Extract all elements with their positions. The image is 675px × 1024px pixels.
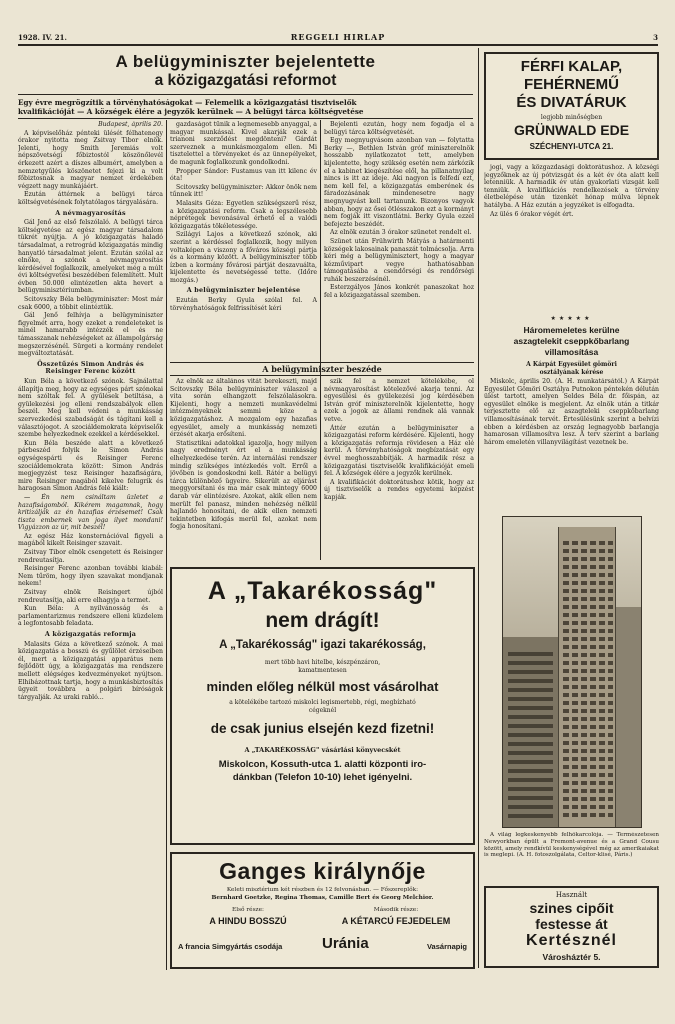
ad-kertesz-name: Kertésznél [526,932,617,949]
ad-grunwald [484,52,659,160]
ad-ganges [170,852,475,969]
ad-takarekossag-nem-dragit: nem drágít! [265,609,380,632]
headline-deck-1: Egy évre megrögzítik a törvényhatóságokat — Felemelik a közigazgatási tisztviselők [18,98,357,107]
article-paragraph: Miskolc, április 20. (A. H. munkatársától.) A Kárpát Egyesület Gömöri Osztálya Putnokon péntekén délután ülést tartott, amelyen Seldes Béla dr. főispán, az egyesület elnöke is megjelent. Az elnök után a titkár terjesztette elő az aszagteleki cseppkőbarlang villamosításának tervét. Értesülésünk szerint a belvízi ebben a kérdésben az ország legnagyobb barlangja hamarosan villamosítva lesz. A terv szerint a barlang három emeletén villanyvilágítást vezetnek be. [484,378,659,446]
subheading-beszede: A belügyminiszter beszéde [262,364,382,374]
ad-ganges-part1: A HINDU BOSSZÚ [209,916,287,926]
headline-deck-2: kvalifikációját — A községek élére a jegyzők kerülnek — A belügyi tárca költségvetése [18,107,364,116]
ad-ganges-part2-label: Második része: [373,907,419,913]
ad-grunwald-line5: GRÜNWALD EDE [513,122,630,138]
article-column-3-bottom [324,378,474,563]
headline-line2: a közigazgatási reformot [154,72,337,89]
ad-kertesz-line1: szines cipőit [529,900,614,916]
ad-kertesz [484,886,659,968]
article-dateline: Budapest, április 20. [98,121,163,128]
article-paragraph: Propper Sándor: Fustamus van itt kilenc év óta! [170,167,317,183]
ad-ganges-part2: A KÉTARCÚ FEJEDELEM [341,916,451,926]
headline-line1: A belügyminiszter bejelentette [115,52,376,71]
ad-takarekossag-small-1: mert több havi hitelbe, készpénzáron, kamatmentesen [264,659,381,674]
article-paragraph: Ezután áttérnek a belügyi tárca költségvetésének folytatólagos tárgyalására. [18,191,163,206]
article-paragraph: A képviselőház pénteki ülését félhatenegy órakor nyitotta meg Zsitvay Tibor elnök. Jelenti, hogy Smith Jeremiás volt népszövetségi főbiztostól köszönőlevél érkezett azért a díszes albumért, amelyben a nemzetgyűlés köszönetet fejezi ki a volt főbiztosnak a magyar nemzet érdekében végzett nagy munkájáért. [18,129,163,190]
article-paragraph: Esterzgályos János konkrét panaszokat hoz fel a közigazgatással szemben. [324,284,474,300]
ad-takarekossag-small-3: A „TAKARÉKOSSÁG" vásárlási könyvecskét [244,746,401,754]
masthead-date: 1928. IV. 21. [18,33,67,42]
article-paragraph: Zsitvay elnök Reisingert újból rendreutasítja, aki erre elhagyja a termet. [18,589,163,604]
masthead-paper: REGGELI HIRLAP [290,32,386,42]
ad-grunwald-line3: ÉS DIVATÁRUK [516,94,627,111]
barlang-title-3: villamosítása [544,347,599,357]
ad-grunwald-line4: legjobb minőségben [540,114,603,121]
ad-kertesz-pre: Használt [555,891,588,899]
article-column-2-bottom [170,378,317,563]
photo-caption-text: A világ legkeskenyebb felhőkarcolója. — Természetesen Newyorkban épült a Fremont-avenue és a Grand Cousu között, amely rendkívül keskenységével még az amerikaiakat is meglepi. (A. H. fotoszolgálata, Celtor-klisé, Páris.) [484,832,659,859]
barlang-sub-2: osztályának kérése [539,369,604,376]
ad-ganges-title: Ganges királynője [219,858,426,884]
article-paragraph: Gál Jenő felhívja a belügyminiszter figyelmét arra, hogy ezeket a rendeleteket is minél hamarabb intézzék el és ne támasszanak nehézségeket az állampolgárság megszerzésénél. Sürgeti a kormány rendelet megváltoztatását. [18,312,163,358]
ad-takarekossag [170,567,475,845]
article-paragraph: Az egész Ház konsternációval figyeli a magából kikelt Reisinger szavait. [18,532,163,548]
ad-ganges-cast: Bernhard Goetzke, Regina Thomas, Camille Bert és Georg Melchior. [211,895,434,901]
article-paragraph: Bejelenti ezután, hogy nem fogadja el a belügyi tárca költségvetését. [324,121,474,136]
ad-grunwald-line6: SZÉCHENYI-UTCA 21. [529,142,614,151]
article-paragraph: Statisztikai adatokkal igazolja, hogy milyen nagy eredményt ért el a munkásság elhelyezkedése terén. Az internálási rendszer mindig szükséges intézkedés volt. Erről a jövőben is gondoskodni kell. Rátér a belügyi tárca különböző ügyeire. Sikerült az eljárást meggyorsítani és ma már csak mintegy 6000 darab vár elintézésre. Azokat, akik ellen nem merült fel panasz, minden nehézség nélkül hajlandó honosítani, de akik ellen nemzeti tekintetben kifogás merül fel, azokat nem fogja honosítani. [170,439,317,531]
article-paragraph: Scitovszky belügyminiszter: Akkor önök nem tűnnek itt! [170,183,317,199]
column-rule-3 [478,48,479,968]
article-paragraph: Áttér ezután a belügyminiszter a közigazgatási reform kérdésére. Kijelenti, hogy a közigazgatás reformja rövidesen a Ház elé kerül. A törvényhatóságok megbízatását egy évvel meghosszabbítják. A harmadik rész a közigazgatási tisztviselők kvalifikációját emeli fel. A községek élére a jegyzők kerülnek. [324,424,474,478]
article-paragraph: Szilágyi Lajos a következő szónok, aki szerint a kérdéssel foglalkozik, hogy milyen voltaképen a viszony a főváros községi pártja és a kormány között. A belügyminiszter több ízben a kormány fővárosi pártját deszavuálta, kijelentette és nevetségessé tette. (Időre mozgás.) [170,231,317,284]
article-paragraph: szik fel a nemzet kötelékébe, ol névmagyarosítást kötelezővé akarja tenni. Az egyesülési és gyülekezési jog kérdésében István gróf miniszterelnök kijelentette, hogy ezek a jogok az állami rendnek alá vannak vetve. [324,378,474,423]
beszede-rule-top [170,362,474,363]
article-paragraph: gazdaságot tűnik a legnemesebb anyaggal, a magyar munkással. Kivel akarják ezek a trianoni szerződést megdönteni? Gárdát szerveznek a munkásmozgalom ellen. Mi tisztelettel a törvényeket és az ünnepélyeket, de magunk foglalkozunk gondolkodni. [170,121,317,166]
masthead-page-number: 3 [653,33,658,42]
ad-grunwald-line2: FEHÉRNEMŰ [523,76,619,93]
barlang-title-2: aszagtelekit cseppkőbarlang [513,336,630,346]
ad-kertesz-line2: festesse át [535,916,608,932]
ad-ganges-cast-intro: Keleti misztérium két részben és 12 felvonásban. — Főszereplők: [226,887,419,893]
subheading-osszetuzes: Összetűzés Simon András és Reisinger Ferenc között [37,359,144,376]
barlang-sub-1: A Kárpát Egyesület gömöri [526,361,617,368]
barlang-article-body [484,378,659,508]
ad-takarekossag-big: minden előleg nélkül most vásárolhat [206,679,439,694]
article-column-2-top [170,121,317,361]
subheading-bejelentese: A belügyminiszter bejelentése [186,286,301,295]
article-paragraph: Gál Jenő az első felszólaló. A belügyi tárca költségvetése az egész magyar társadalom tükrét nyújtja. A jó közigazgatás haladó társadalmat, a retrográd közigazgatás mindig hanyatló társadalmat jelent. Ezután szólal az elnöke, a szónok a névmagyarosítás kérdésével foglalkozik, amelyeket még a múlt évi költségvetési beszédében felemlített. Mult évben 50.000 elintézetlen akta hevert a belügyminisztériumban. [18,219,163,295]
skyscraper-neighbor-building [616,607,642,828]
column-rule-1 [166,120,167,970]
ad-grunwald-line1: FÉRFI KALAP, [520,58,623,75]
ad-ganges-foot-right: Vasárnapig [426,942,467,951]
article-paragraph: Kun Béla a következő szónok. Sajnálattal állapítja meg, hogy az egységes párt szónokai nem szóltak fel. A gyűlések betiltása, a gyülekezési jog elleni rendszabályok ellen beszél. Meg kell védeni a munkásság szervezkedési szabadságát és tágítani kell a választójogot. A szociáldemokrata képviselők szembe helyezkednek ezekkel a kérdésekkel. [18,378,163,439]
article-paragraph: Ezután Berky Gyula szólal fel. A törvényhatóságok felfrissítését kéri [170,297,317,312]
ad-takarekossag-small-2: a kötelékébe tartozó miskolci legismertebb, régi, megbízható cégeknél [229,699,416,714]
article-paragraph: Az ülés 6 órakor végét ért. [490,210,574,218]
masthead [18,32,658,44]
neighbor-windows [508,647,553,822]
article-paragraph: Malasits Géza a következő szónok. A mai közigazgatás a bosszú és gyűlölet érzéseiben él, mert a közigazgatási apparátus nem fejlődött úgy, a közigazgatás ma rendszere mellett elégséges kedvezményeket nyújtson. Elhibázottnak tartja, hogy a munkásbiztosítás ügyeit továbbra a polgári bíróságok tárgyalják. Az uraki rabló... [18,640,163,701]
article-paragraph: Malasits Géza: Egyetlen szükségszerű rész, a közigazgatási reform. Csak a legszélesebb néprétegek bevonásával érhető el a valódi közigazgatás tökéletessége. [170,199,317,230]
ad-takarekossag-title: A „Takarékosság" [207,577,438,605]
ad-ganges-cinema: Uránia [322,935,369,952]
article-paragraph: Az elnök ezután 3 órakor szünetet rendelt el. [330,229,472,237]
article-paragraph: Scitovszky Béla belügyminiszter: Most már csak 6000, a többit elintéztük. [18,296,163,311]
ad-ganges-foot-left: A francia Simgyártás csodája [178,942,283,951]
article-column-1 [18,121,163,973]
article-paragraph: Kun Béla beszéde alatt a következő párbeszéd folyik le Simon András egységespárti és Reisinger Ferenc szociáldemokrata között: Simon András megjegyzést tesz Reisinger hazafiságára, mire Reisinger magából kikelve felugrik és haragosan Simon András felé kiált: [18,439,163,493]
beszede-rule-bottom [170,375,474,376]
article-paragraph: Zsitvay Tibor elnök csengetett és Reisinger rendreutasítja. [18,549,163,564]
article-paragraph: Szünet után Frühwirth Mátyás a határmenti községek lakosainak panaszát tolmácsolja. Arra kéri még a belügyminisztert, hogy a magyar kézművipart vegye hathatósabban támogatásába a csendőrségi és rendőrségi ruhák beszerzésénél. [324,237,474,283]
ad-takarekossag-sub: A „Takarékosság" igazi takarékosság, [219,639,426,651]
article-paragraph: A kvalifikációt doktorátushoz kötik, hogy az új tisztviselők a rendes egyetemi képzést kapják. [324,478,474,501]
article-column-4 [484,164,659,314]
subheading-nevmagyarositas: A névmagyarosítás [55,208,126,217]
masthead-rule [18,44,658,46]
article-paragraph: — Én nem csináltam üzletet a hazafiságomból. Kikérem magamnak, hogy kritizálják az én hazafias érzésemet! Csak tiszta embernek van joga ilyet mondani! Vigyázzon az úr, mit beszél! [18,493,163,532]
article-paragraph: Reisinger Ferenc azonban további kiabál: Nem tűröm, hogy ilyen szavakat mondjanak nekem! [18,565,163,588]
skyscraper-photo [502,516,642,828]
ad-takarekossag-address-2: dánkban (Telefon 10-10) lehet igényelni. [232,772,413,783]
column-rule-2 [320,120,321,560]
article-paragraph: Egy megnyugvásom azonban van — folytatta Berky —, Bethlen István gróf miniszterelnök hosszabb nyilatkozatot tett, amelyben kijelentette, hogy szükség esetén nem zárkózik el a kabinet kiegészítése elől, ha pillanatnyilag nincs is itt az ideje. Aki nagyon is felfedi ezt, nem kell fel, a közigazgatás emberének és fáradozásának mindenesetre nagy megnyugvást kell tartanunk. Bizonyos vagyok abban, hogy az ősei ötlésszakon ezt a kormányt nem fogják itt viszontlátni. Berky Gyula ezzel befejezte beszédét. [324,137,474,228]
headline-deck-rule [18,118,473,119]
separator-stars: ★★★★★ [550,315,593,322]
skyscraper-windows [563,537,613,817]
article-column-3-top [324,121,474,361]
ad-ganges-part1-label: Első része: [231,907,264,913]
headline-rule [18,94,473,95]
barlang-title-1: Háromemeletes kerülne [523,325,620,335]
ad-takarekossag-address-1: Miskolcon, Kossuth-utca 1. alatti központi iro- [218,759,427,770]
article-paragraph: Az elnök az általános vitát berekeszti, majd Scitovszky Béla belügyminiszter válaszol a vita során elhangzott felszólalásokra. Kijelenti, hogy a nemzeti munkavédelmi intézményeknek semmi köze a közigazgatáshoz. A mozgalom egy hazafias egyesület, amely a munkásság nemzeti érzését akarja erősíteni. [170,378,317,439]
ad-kertesz-address: Városháztér 5. [542,952,601,962]
article-paragraph: Kun Béla: A nyilvánosság és a parlamentarizmus rendszere elleni küzdelem a legfontosabb feladata. [18,605,163,628]
ad-takarekossag-big-2: de csak junius elsején kezd fizetni! [210,721,435,736]
subheading-kozigazgatas-reform: A közigazgatás reformja [44,630,137,638]
photo-caption [484,832,659,882]
article-paragraph: jogi, vagy a közgazdasági doktorátushoz. A községi jegyzőknek az új pótvizsgát és a két év óta alatt kell letenniük. A harmadik év után gyakorlati vizsgát kell tenniük. A kvalifikációs rendelkezések a törvény életbelépése után tizenkét hónap múlva lépnek hatályba. A Ház ezután a jegyzéket is elfogadta. [484,164,659,209]
